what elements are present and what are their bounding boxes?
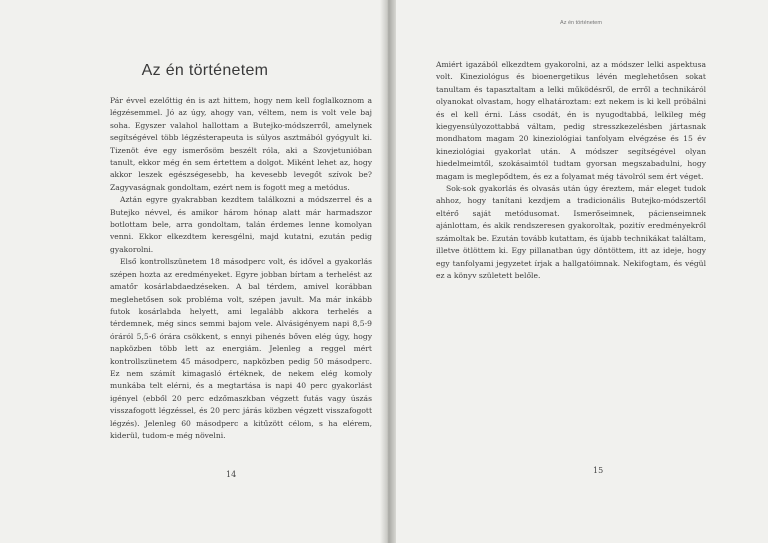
page-number-right: 15 [593,466,604,475]
left-text-block [110,95,372,442]
chapter-title: Az én történetem [141,62,269,79]
paragraph: Első kontrollszünetem 18 másodperc volt, és idővel a gyakorlás szépen hozta az eredményeket. Egyre jobban bírtam a terhelést az amatőr kosárlabdaedzéseken. A bal térdem, amivel korábban meglehetősen sok probléma volt, szépen javult. Ma már inkább futok kosárlabda helyett, ami legalább akkora terhelés a térdemnek, még sincs semmi bajom vele. Alvásigényem napi 8,5-9 óráról 5,5-6 órára csökkent, s ennyi pihenés bőven elég úgy, hogy napközben több lett az energiám. Jelenleg a reggel mért kontrollszünetem 45 másodperc, napközben pedig 50 másodperc. Ez nem számít kimagasló értéknek, de nekem elég komoly munkába telt elérni, és a megtartása is napi 40 perc gyakorlást igényel (ebből 20 perc edzőmaszkban végzett futás vagy úszás visszafogott légzéssel, és 20 perc járás közben végzett visszafogott légzés). Jelenleg 60 másodperc a kitűzött célom, s ha elérem, kiderül, tudom-e még növelni. [110,257,372,440]
paragraph: Aztán egyre gyakrabban kezdtem találkozni a módszerrel és a Butejko névvel, és amikor három hónap alatt már harmadszor botlottam bele, arra gondoltam, talán érdemes lenne komolyan venni. Ekkor elkezdtem keresgélni, majd kutatni, ezután pedig gyakorolni. [110,195,372,254]
paragraph: Amiért igazából elkezdtem gyakorolni, az a módszer lelki aspektusa volt. Kineziológus és bioenergetikus lévén meglehetősen sokat tanultam és tapasztaltam a lelki működésről, de erről a technikáról olyanokat olvastam, hogy elhatároztam: ezt nekem is ki kell próbálni és el kell érni. Láss csodát, én is nyugodtabbá, lelkileg még kiegyensúlyozottabbá váltam, pedig stresszkezelésben jártasnak mondhatom magam 20 kineziológiai tanfolyam elvégzése és 15 év kineziológiai gyakorlat után. A módszer segítségével olyan hiedelmeimtől, szokásaimtól tudtam gyorsan megszabadulni, hogy magam is meglepődtem, és ez a folyamat még távolról sem ért véget. [436,60,706,181]
right-page [396,0,768,543]
book-gutter [380,0,396,543]
right-text-block [436,59,706,282]
paragraph: Sok-sok gyakorlás és olvasás után úgy éreztem, már eleget tudok ahhoz, hogy tanítani kezdjem a tradicionális Butejko-módszertől eltérő saját metódusomat. Ismerőseimnek, pácienseimnek ajánlottam, és akik rendszeresen gyakoroltak, pozitív eredményekről számoltak be. Ezután tovább kutattam, és újabb technikákat találtam, illetve ötlöttem ki. Egy pillanatban úgy döntöttem, itt az ideje, hogy egy tanfolyami jegyzetet írjak a hallgatóimnak. Nekifogtam, és végül ez a könyv született belőle. [436,184,706,280]
paragraph: Pár évvel ezelőttig én is azt hittem, hogy nem kell foglalkoznom a légzésemmel. Jó az úgy, ahogy van, véltem, nem is volt vele baj soha. Egyszer valahol hallottam a Butejko-módszerről, amelynek segítségével több légzésterapeuta is súlyos asztmából gyógyult ki. Tizenöt éve egy ismerősöm beszélt róla, aki a Szovjetunióban tanult, ekkor még én sem értettem a dolgot. Miként lehet az, hogy akkor leszek egészségesebb, ha kevesebb levegőt szívok be? Zagyvaságnak gondoltam, ezért nem is fogott meg a metódus. [110,96,372,192]
page-number-left: 14 [226,470,237,479]
running-head: Az én történetem [560,20,602,26]
left-page [0,0,382,543]
